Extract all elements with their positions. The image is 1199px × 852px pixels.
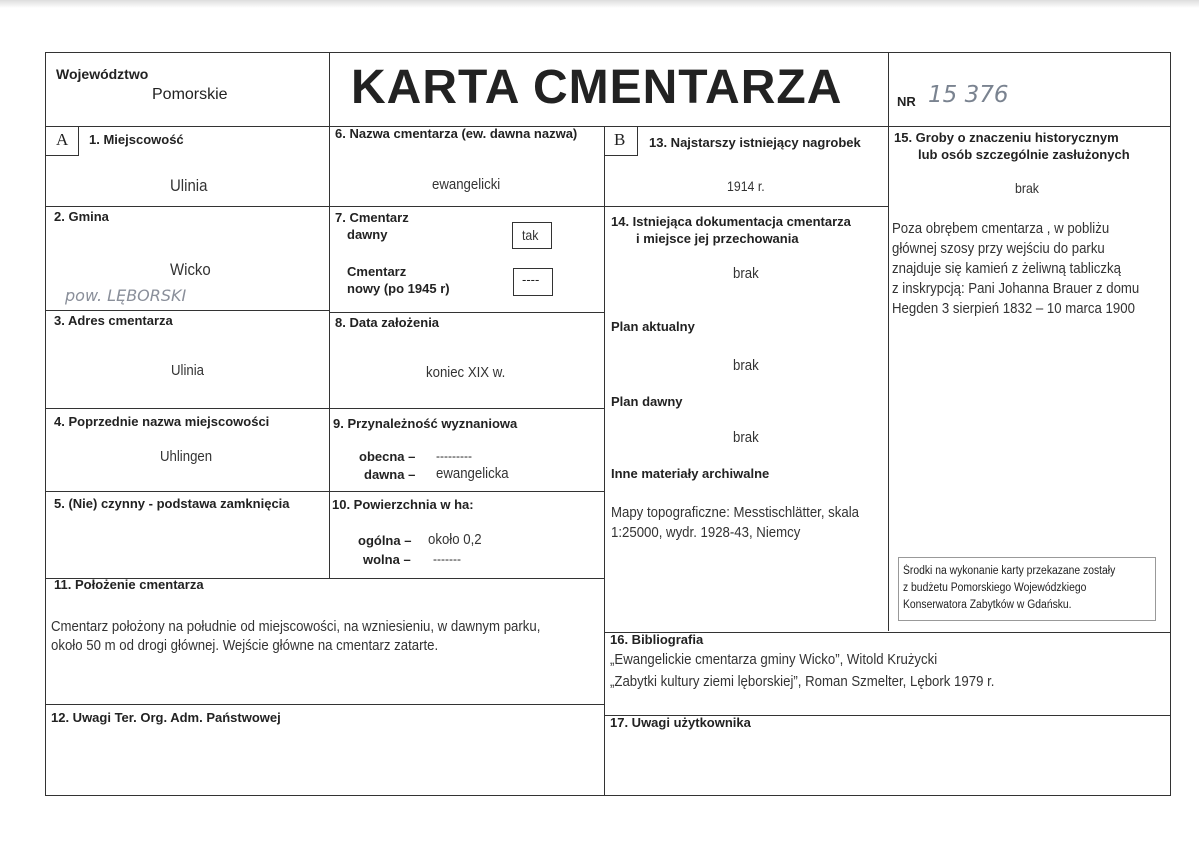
f9-label: 9. Przynależność wyznaniowa	[333, 416, 518, 431]
divider	[45, 408, 604, 409]
border-right	[1170, 52, 1171, 796]
f15-label-2: lub osób szczególnie zasłużonych	[918, 147, 1130, 162]
plan-dawny-value: brak	[733, 429, 759, 446]
border-left	[45, 52, 46, 796]
f9-obecna-value: ---------	[436, 449, 472, 463]
divider	[329, 126, 330, 578]
f14-label-1: 14. Istniejąca dokumentacja cmentarza	[611, 214, 851, 229]
f10-ogolna-value: około 0,2	[428, 531, 482, 548]
f7-label-2: dawny	[347, 227, 388, 242]
inne-label: Inne materiały archiwalne	[611, 466, 770, 481]
plan-aktualny-label: Plan aktualny	[611, 319, 695, 334]
f16-label: 16. Bibliografia	[610, 632, 704, 647]
f6-label: 6. Nazwa cmentarza (ew. dawna nazwa)	[335, 126, 578, 141]
border-top	[45, 52, 1171, 53]
inne-line-2: 1:25000, wydr. 1928-43, Niemcy	[611, 524, 801, 541]
f8-label: 8. Data założenia	[335, 315, 440, 330]
f7-nowy-value: ----	[522, 272, 540, 287]
divider	[329, 312, 604, 313]
divider	[45, 704, 604, 705]
scan-edge	[0, 0, 1199, 8]
f2-handwritten: pow. LĘBORSKI	[65, 286, 187, 305]
divider	[604, 206, 888, 207]
f10-ogolna-label: ogólna –	[358, 533, 412, 548]
f4-value: Uhlingen	[160, 448, 213, 465]
f14-value: brak	[733, 265, 759, 282]
f15-value: brak	[1015, 180, 1039, 196]
plan-aktualny-value: brak	[733, 357, 759, 374]
wojewodztwo-label: Województwo	[56, 66, 149, 82]
f10-wolna-label: wolna –	[363, 552, 411, 567]
nr-label: NR	[897, 94, 916, 109]
f6-value: ewangelicki	[432, 176, 501, 193]
f10-wolna-value: -------	[433, 552, 461, 566]
f15-note-2: głównej szosy przy wejściu do parku	[892, 240, 1105, 257]
funding-note-2: z budżetu Pomorskiego Wojewódzkiego	[903, 582, 1087, 594]
f1-value: Ulinia	[170, 176, 208, 195]
f15-note-5: Hegden 3 sierpień 1832 – 10 marca 1900	[892, 300, 1135, 317]
divider	[45, 491, 604, 492]
cemetery-card	[45, 52, 1171, 796]
f4-label: 4. Poprzednie nazwa miejscowości	[54, 414, 270, 429]
f2-label: 2. Gmina	[54, 209, 109, 224]
divider	[888, 126, 889, 631]
inne-line-1: Mapy topograficzne: Messtischlätter, skala	[611, 504, 859, 521]
divider	[45, 206, 604, 207]
divider	[604, 126, 605, 796]
wojewodztwo-value: Pomorskie	[152, 86, 228, 103]
f3-label: 3. Adres cmentarza	[54, 313, 173, 328]
f11-line-2: około 50 m od drogi głównej. Wejście główne na cmentarz zatarte.	[51, 637, 439, 654]
f7-label-4: nowy (po 1945 r)	[347, 281, 450, 296]
f16-line-1: „Ewangelickie cmentarza gminy Wicko”, Witold Krużycki	[610, 651, 938, 668]
f9-dawna-value: ewangelicka	[436, 465, 509, 482]
divider	[329, 52, 330, 127]
f7-dawny-value: tak	[522, 227, 539, 243]
section-b-letter: B	[614, 130, 626, 149]
f9-obecna-label: obecna –	[359, 449, 416, 464]
f5-label: 5. (Nie) czynny - podstawa zamknięcia	[54, 496, 290, 511]
f15-note-1: Poza obrębem cmentarza , w pobliżu	[892, 220, 1110, 237]
f11-line-1: Cmentarz położony na południe od miejscowości, na wzniesieniu, w dawnym parku,	[51, 618, 541, 635]
divider	[888, 52, 889, 127]
funding-note-3: Konserwatora Zabytków w Gdańsku.	[903, 599, 1072, 611]
f15-note-3: znajduje się kamień z żeliwną tabliczką	[892, 260, 1121, 277]
f9-dawna-label: dawna –	[364, 467, 416, 482]
nr-value: 15 376	[928, 82, 1009, 108]
f7-label-3: Cmentarz	[347, 264, 407, 279]
f8-value: koniec XIX w.	[426, 364, 506, 381]
page-title: KARTA CMENTARZA	[351, 61, 843, 114]
f13-value: 1914 r.	[727, 178, 765, 194]
f7-label-1: 7. Cmentarz	[335, 210, 409, 225]
f15-label-1: 15. Groby o znaczeniu historycznym	[894, 130, 1119, 145]
f14-label-2: i miejsce jej przechowania	[636, 231, 799, 246]
f15-note-4: z inskrypcją: Pani Johanna Brauer z domu	[892, 280, 1140, 297]
f13-label: 13. Najstarszy istniejący nagrobek	[649, 135, 861, 150]
section-a-letter: A	[56, 130, 69, 149]
f16-line-2: „Zabytki kultury ziemi lęborskiej”, Roman Szmelter, Lębork 1979 r.	[610, 673, 995, 690]
f12-label: 12. Uwagi Ter. Org. Adm. Państwowej	[51, 710, 281, 725]
f1-label: 1. Miejscowość	[89, 132, 184, 147]
funding-note-1: Środki na wykonanie karty przekazane zostały	[903, 565, 1116, 577]
plan-dawny-label: Plan dawny	[611, 394, 683, 409]
divider	[45, 310, 329, 311]
f11-label: 11. Położenie cmentarza	[54, 577, 204, 592]
f3-value: Ulinia	[171, 362, 205, 379]
border-bottom	[45, 795, 1171, 796]
f17-label: 17. Uwagi użytkownika	[610, 715, 751, 730]
f2-value: Wicko	[170, 260, 211, 279]
f10-label: 10. Powierzchnia w ha:	[332, 497, 474, 512]
